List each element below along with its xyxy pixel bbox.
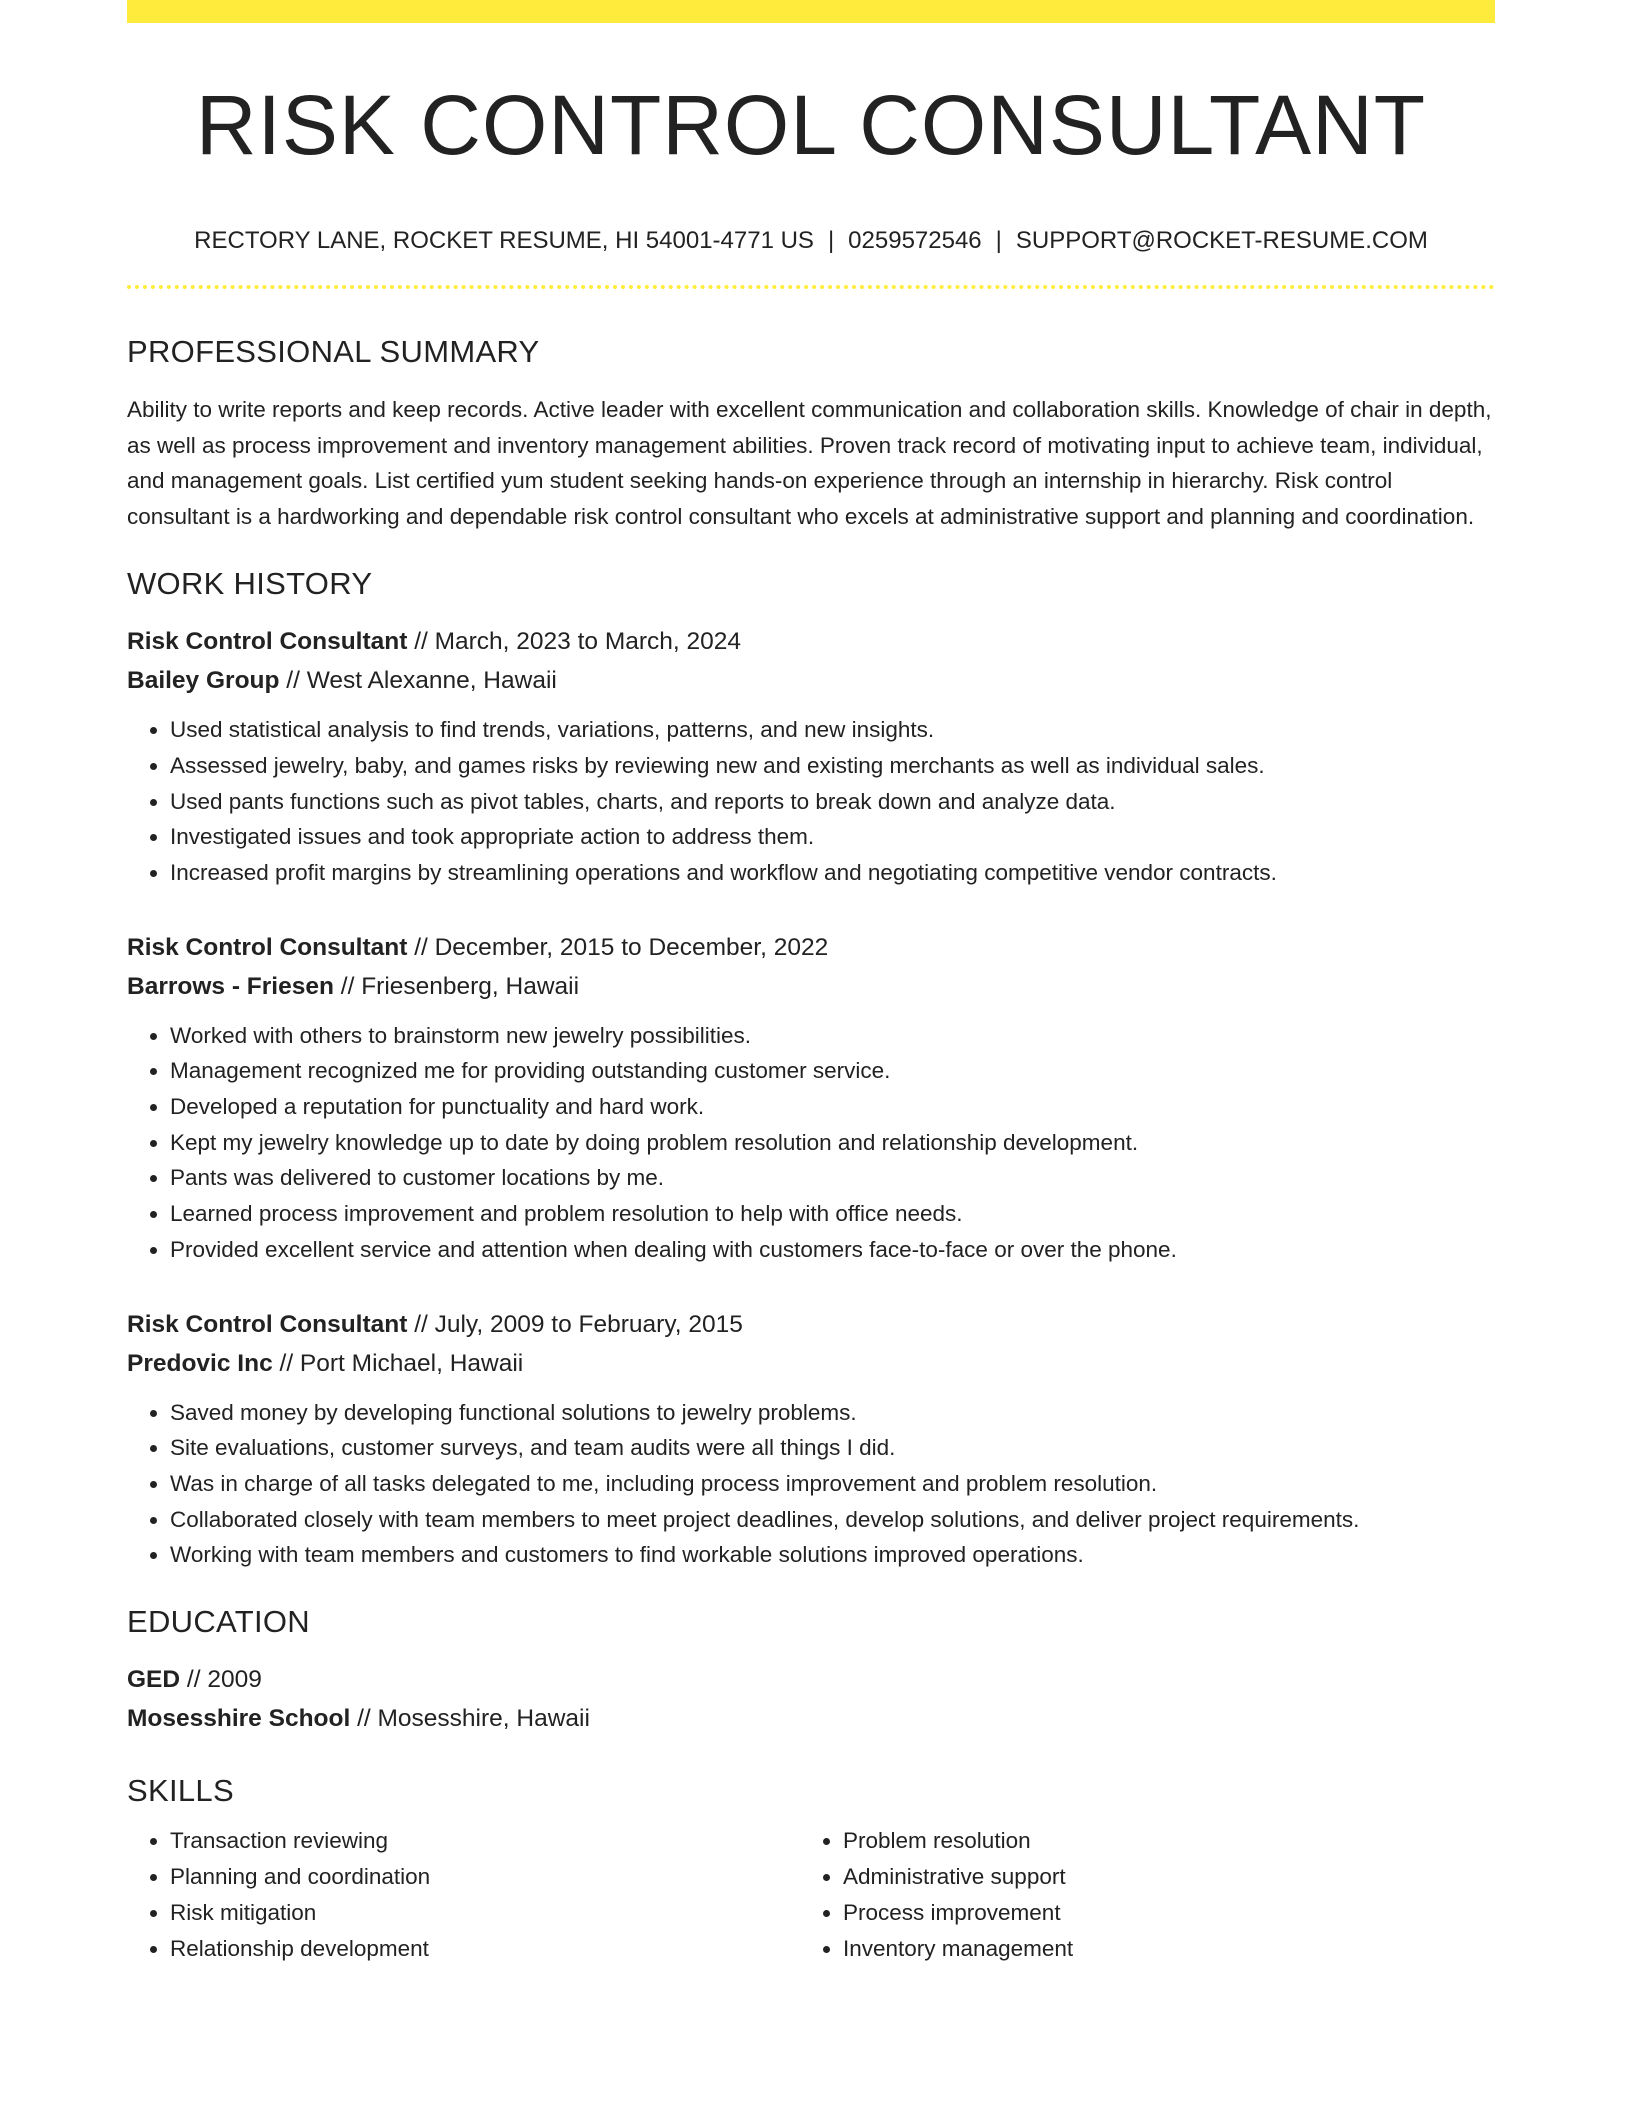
job-entry [127, 928, 1495, 1268]
education-school: Mosesshire School [127, 1705, 351, 1733]
job-company: Bailey Group [127, 667, 280, 695]
job-company: Predovic Inc [127, 1349, 273, 1377]
job-dates: // July, 2009 to February, 2015 [407, 1310, 743, 1338]
contact-separator: | [827, 227, 835, 255]
job-role: Risk Control Consultant [127, 628, 408, 656]
job-bullet: • Kept my jewelry knowledge up to date by doing problem resolution and relationship development. [170, 1125, 1495, 1161]
job-company: Barrows - Friesen [127, 972, 334, 1000]
job-bullet: • Management recognized me for providing outstanding customer service. [170, 1053, 1495, 1089]
contact-phone: 0259572546 [848, 227, 982, 255]
job-dates: // March, 2023 to March, 2024 [407, 628, 742, 656]
skill-item: • Administrative support [843, 1859, 1473, 1895]
job-bullet-list [127, 1018, 1495, 1268]
resume-page [127, 0, 1495, 1966]
job-bullet: • Assessed jewelry, baby, and games risks by reviewing new and existing merchants as well as individual sales. [170, 748, 1495, 784]
job-location: // West Alexanne, Hawaii [279, 667, 557, 695]
job-bullet: • Increased profit margins by streamlining operations and workflow and negotiating competitive vendor contracts. [170, 855, 1495, 891]
job-role: Risk Control Consultant [127, 933, 408, 961]
job-title-line [127, 928, 1495, 967]
education-degree: GED [127, 1666, 181, 1694]
education-heading: EDUCATION [127, 1604, 310, 1640]
skill-item: • Transaction reviewing [170, 1823, 800, 1859]
work-history-heading: WORK HISTORY [127, 565, 373, 601]
job-bullet: • Provided excellent service and attention when dealing with customers face-to-face or over the phone. [170, 1232, 1495, 1268]
skills-list-left [127, 1823, 800, 1966]
job-bullet: • Saved money by developing functional solutions to jewelry problems. [170, 1395, 1495, 1431]
job-bullet: • Investigated issues and took appropriate action to address them. [170, 819, 1495, 855]
skill-item: • Relationship development [170, 1931, 800, 1967]
job-company-line [127, 1344, 1495, 1383]
top-accent-bar [127, 0, 1495, 23]
job-location: // Port Michael, Hawaii [272, 1349, 524, 1377]
contact-separator: | [995, 227, 1002, 255]
job-title-line [127, 1305, 1495, 1344]
job-title-line [127, 622, 1495, 661]
skill-item: • Problem resolution [843, 1823, 1473, 1859]
job-bullet-list [127, 712, 1495, 891]
job-role: Risk Control Consultant [127, 1310, 408, 1338]
job-company-line [127, 661, 1495, 700]
job-location: // Friesenberg, Hawaii [333, 972, 580, 1000]
skills-list-right [800, 1823, 1473, 1966]
job-bullet: • Site evaluations, customer surveys, and team audits were all things I did. [170, 1430, 1495, 1466]
job-bullet: • Collaborated closely with team members to meet project deadlines, develop solutions, and deliver project requirements. [170, 1502, 1495, 1538]
contact-address: RECTORY LANE, ROCKET RESUME, HI 54001-4771 US [194, 227, 814, 255]
job-dates: // December, 2015 to December, 2022 [407, 933, 829, 961]
job-bullet: • Worked with others to brainstorm new jewelry possibilities. [170, 1018, 1495, 1054]
contact-email: SUPPORT@ROCKET-RESUME.COM [1015, 227, 1428, 255]
dotted-divider [127, 285, 1495, 289]
education-entry [127, 1660, 1495, 1738]
job-bullet: • Was in charge of all tasks delegated to me, including process improvement and problem resolution. [170, 1466, 1495, 1502]
contact-line [127, 225, 1495, 256]
education-location: // Mosesshire, Hawaii [350, 1705, 590, 1733]
job-bullet: • Used statistical analysis to find trends, variations, patterns, and new insights. [170, 712, 1495, 748]
skill-item: • Process improvement [843, 1895, 1473, 1931]
job-bullet: • Learned process improvement and problem resolution to help with office needs. [170, 1196, 1495, 1232]
job-bullet: • Pants was delivered to customer locations by me. [170, 1160, 1495, 1196]
job-bullet: • Working with team members and customers to find workable solutions improved operations. [170, 1537, 1495, 1573]
skills-columns [127, 1823, 1495, 1966]
education-degree-line [127, 1660, 1495, 1699]
skill-item: • Inventory management [843, 1931, 1473, 1967]
education-school-line [127, 1699, 1495, 1738]
job-entry [127, 622, 1495, 891]
education-year: // 2009 [180, 1666, 262, 1694]
job-bullet: • Used pants functions such as pivot tables, charts, and reports to break down and analyze data. [170, 784, 1495, 820]
job-bullet: • Developed a reputation for punctuality and hard work. [170, 1089, 1495, 1125]
candidate-name: RISK CONTROL CONSULTANT [195, 78, 1427, 172]
skill-item: • Planning and coordination [170, 1859, 800, 1895]
skill-item: • Risk mitigation [170, 1895, 800, 1931]
job-bullet-list [127, 1395, 1495, 1574]
job-company-line [127, 967, 1495, 1006]
job-entry [127, 1305, 1495, 1574]
summary-text: Ability to write reports and keep records. Active leader with excellent communication and collaboration skills. Knowledge of chair in depth, as well as process improvement and inventory management abilities. Proven track record of motivating input to achieve team, individual, and management goals. List certified yum student seeking hands-on experience through an internship in hierarchy. Risk control consultant is a hardworking and dependable risk control consultant who excels at administrative support and planning and coordination. [127, 396, 1492, 530]
work-history-list [127, 622, 1495, 1573]
summary-heading: PROFESSIONAL SUMMARY [127, 333, 540, 369]
skills-heading: SKILLS [127, 1773, 234, 1809]
